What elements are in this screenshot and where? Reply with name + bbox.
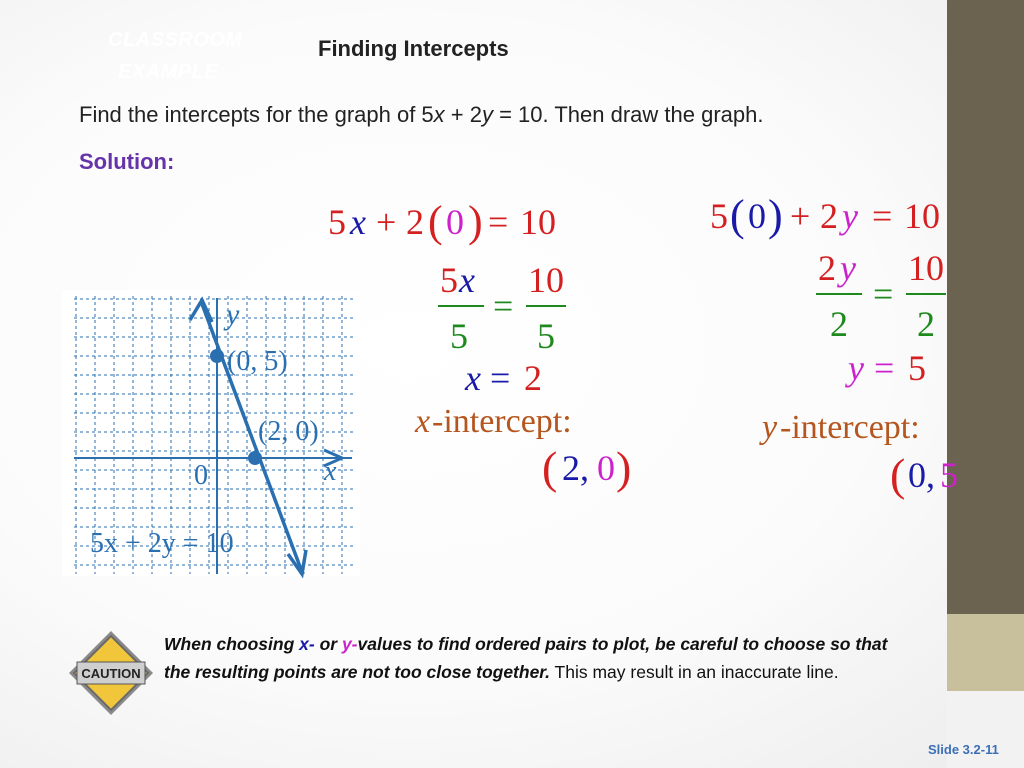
left-result-eq: = <box>490 358 511 398</box>
right-result <box>845 348 926 388</box>
right-l1-lparen: ( <box>730 191 745 240</box>
graph-equation-label: 5x + 2y = 10 <box>90 528 234 559</box>
left-frac-den-left: 5 <box>450 316 468 356</box>
caution-p4: This may result in an inaccurate line. <box>550 662 839 682</box>
right-l1-rhs: 10 <box>904 196 940 236</box>
left-l1-plus: + <box>376 202 397 242</box>
xpt-a: 2 <box>562 448 580 488</box>
left-fraction <box>438 260 566 356</box>
x-intercept-point <box>542 442 631 493</box>
corner-label-line2: EXAMPLE <box>118 61 219 83</box>
xpt-lparen: ( <box>542 442 558 493</box>
caution-p2: or <box>314 634 342 654</box>
y-intercept-label <box>759 409 920 446</box>
corner-label-line1: CLASSROOM <box>108 29 243 51</box>
graph-svg <box>62 290 360 576</box>
right-l1-rparen: ) <box>768 191 783 240</box>
ypt-b-visible: 5 <box>940 455 958 495</box>
solution-label: Solution: <box>79 149 175 174</box>
left-result-x: x <box>465 358 481 398</box>
graph-y-label: y <box>226 298 240 331</box>
point-2-0 <box>248 451 262 465</box>
right-frac-num-right: 10 <box>908 248 944 288</box>
right-frac-num-var: y <box>840 248 856 288</box>
caution-y: y- <box>341 634 358 654</box>
right-result-y: y <box>848 348 864 388</box>
xpt-b: 0 <box>597 448 615 488</box>
left-frac-den-right: 5 <box>537 316 555 356</box>
right-l1-eq: = <box>872 196 893 236</box>
ypt-a: 0 <box>908 455 926 495</box>
caution-icon <box>67 629 155 717</box>
xpt-rparen: ) <box>616 442 632 493</box>
caution-p1: When choosing <box>164 634 300 654</box>
graph-point2-label: (2, 0) <box>258 416 319 447</box>
right-l1-y: y <box>842 196 858 236</box>
x-intercept-var: x <box>415 403 431 440</box>
right-fraction <box>816 248 946 344</box>
left-l1-5: 5 <box>328 202 346 242</box>
left-equation-line1 <box>328 197 556 246</box>
problem-part3: = 10. Then draw the graph. <box>492 102 764 127</box>
y-intercept-text: -intercept: <box>780 409 920 446</box>
left-frac-num-coef: 5 <box>440 260 458 300</box>
graph-point1-label: (0, 5) <box>227 346 288 377</box>
right-l1-5: 5 <box>710 196 728 236</box>
left-result-val: 2 <box>524 358 542 398</box>
right-frac-den-right: 2 <box>917 304 935 344</box>
x-intercept-label <box>414 403 572 440</box>
graph-x-label: x <box>324 456 337 487</box>
right-l1-zero: 0 <box>748 196 766 236</box>
slide-title: Finding Intercepts <box>318 36 509 61</box>
ypt-comma: , <box>926 455 935 495</box>
xpt-comma: , <box>580 448 589 488</box>
right-l1-2: 2 <box>820 196 838 236</box>
left-result <box>464 358 542 398</box>
left-frac-num-var: x <box>459 260 475 300</box>
right-frac-num-coef: 2 <box>818 248 836 288</box>
point-0-5 <box>210 349 224 363</box>
right-result-val: 5 <box>908 348 926 388</box>
y-intercept-point <box>890 449 958 500</box>
caution-x: x- <box>299 634 315 654</box>
problem-y: y <box>481 102 493 127</box>
left-l1-rhs: 10 <box>520 202 556 242</box>
y-intercept-var: y <box>762 409 778 446</box>
right-frac-eq: = <box>873 274 894 314</box>
problem-x: x <box>433 102 445 127</box>
left-l1-rparen: ) <box>468 197 483 246</box>
left-l1-x: x <box>350 202 366 242</box>
sidebar-band <box>947 614 1024 691</box>
caution-p3: values to find ordered pairs to plot, be careful to choose so that the resulting points are not too close together. <box>164 634 888 682</box>
left-frac-num-right: 10 <box>528 260 564 300</box>
caution-note <box>164 630 904 686</box>
slide-number: Slide 3.2-11 <box>928 742 999 757</box>
left-l1-eq: = <box>488 202 509 242</box>
problem-part2: + 2 <box>444 102 482 127</box>
line-graph <box>62 290 360 576</box>
ypt-lparen: ( <box>890 449 906 500</box>
right-equation-line1 <box>710 191 940 240</box>
right-result-eq: = <box>874 348 895 388</box>
x-intercept-text: -intercept: <box>432 403 572 440</box>
left-l1-zero: 0 <box>446 202 464 242</box>
graph-origin-label: 0 <box>194 460 208 491</box>
right-frac-den-left: 2 <box>830 304 848 344</box>
caution-icon-label: CAUTION <box>81 666 141 681</box>
left-l1-2: 2 <box>406 202 424 242</box>
left-l1-lparen: ( <box>428 197 443 246</box>
right-l1-plus: + <box>790 196 811 236</box>
problem-part1: Find the intercepts for the graph of 5 <box>79 102 434 127</box>
left-frac-eq: = <box>493 286 514 326</box>
